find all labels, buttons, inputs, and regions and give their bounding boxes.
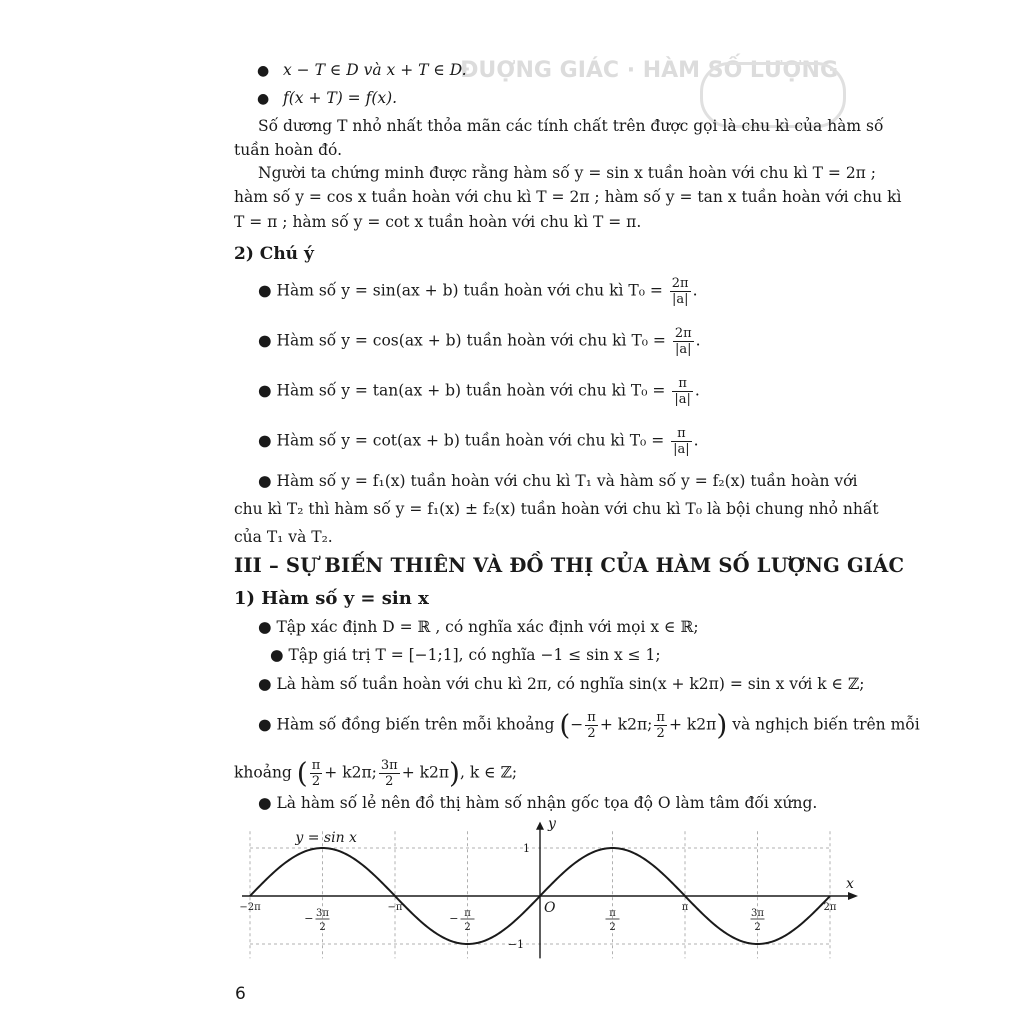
period-rule-cot <box>258 426 699 457</box>
paragraph-line: Số dương T nhỏ nhất thỏa mãn các tính chất trên được gọi là chu kì của hàm số <box>258 117 884 135</box>
bullet-dot: ● <box>258 472 277 490</box>
fraction-denominator: 2 <box>385 774 394 789</box>
rule-text: Hàm số y = tan(ax + b) tuần hoàn với chu kì T₀ = <box>276 381 666 400</box>
interval-increasing: ( <box>559 708 571 742</box>
fraction-numerator: π <box>656 710 665 725</box>
paragraph-line: của T₁ và T₂. <box>234 528 333 546</box>
interval-term: + k2π <box>401 763 450 782</box>
x-axis-label: x <box>846 876 854 892</box>
x-tick-denominator: 2 <box>754 922 761 933</box>
paragraph-text: Hàm số y = f₁(x) tuần hoàn với chu kì T₁ và hàm số y = f₂(x) tuần hoàn với <box>276 472 858 490</box>
bullet-dot: ● <box>258 431 277 450</box>
fraction <box>310 758 323 789</box>
x-tick-denominator: 2 <box>464 922 471 933</box>
fraction-numerator: π <box>672 376 693 392</box>
paragraph-line: T = π ; hàm số y = cot x tuần hoàn với chu kì T = π. <box>234 213 642 231</box>
property-text: Là hàm số tuần hoàn với chu kì 2π, có nghĩa sin(x + k2π) = sin x với k ∈ ℤ; <box>276 675 865 693</box>
fraction <box>673 326 694 357</box>
property-text: khoảng <box>234 763 292 782</box>
property-text: Tập xác định D = ℝ , có nghĩa xác định với mọi x ∈ ℝ; <box>276 618 699 636</box>
minus-sign: − <box>570 715 584 734</box>
property-odd <box>258 793 817 813</box>
y-tick-label: 1 <box>523 842 530 855</box>
x-tick-label: π <box>681 902 689 913</box>
chart-title: y = sin x <box>295 830 357 847</box>
fraction <box>670 276 691 307</box>
bullet-dot: ● <box>258 794 277 812</box>
interval-term: + k2π; <box>599 715 653 734</box>
property-text: Tập giá trị T = [−1;1], có nghĩa −1 ≤ sin x ≤ 1; <box>288 646 661 664</box>
sine-graph <box>220 818 860 963</box>
rule-text: Hàm số y = sin(ax + b) tuần hoàn với chu kì T₀ = <box>276 281 663 300</box>
condition-line-2: f(x + T) = f(x). <box>283 89 398 107</box>
paragraph-line: tuần hoàn đó. <box>234 141 342 159</box>
bullet-dot: ● <box>258 331 277 350</box>
bullet-dot: ● <box>258 715 277 734</box>
fraction <box>654 710 667 741</box>
property-monotonic-cont <box>234 758 517 789</box>
fraction <box>671 426 692 457</box>
fraction-denominator: |a| <box>671 292 689 307</box>
y-axis-label: y <box>548 818 556 832</box>
paragraph-line: hàm số y = cos x tuần hoàn với chu kì T = 2π ; hàm số y = tan x tuần hoàn với chu kì <box>234 188 902 206</box>
x-tick-label: 2π <box>823 902 837 913</box>
property-text: Là hàm số lẻ nên đồ thị hàm số nhận gốc tọa độ O làm tâm đối xứng. <box>276 794 818 812</box>
fraction <box>672 376 693 407</box>
interval-close: ) <box>449 756 460 790</box>
bullet-dot: ● <box>258 281 277 300</box>
x-tick-denominator: 2 <box>609 922 616 933</box>
condition-line-1: x − T ∈ D và x + T ∈ D. <box>283 61 467 79</box>
x-tick-numerator: π <box>609 908 616 919</box>
section-heading-chu-y: 2) Chú ý <box>234 244 314 264</box>
fraction-denominator: |a| <box>673 442 690 457</box>
fraction-numerator: 2π <box>671 276 689 291</box>
fraction-denominator: |a| <box>674 392 691 407</box>
y-tick-label: −1 <box>507 938 524 951</box>
rule-text: Hàm số y = cot(ax + b) tuần hoàn với chu kì T₀ = <box>276 431 665 450</box>
interval-term: + k2π; <box>324 763 377 782</box>
property-text: Hàm số đồng biến trên mỗi khoảng <box>276 715 555 734</box>
paragraph-line <box>258 471 857 491</box>
rule-text: Hàm số y = cos(ax + b) tuần hoàn với chu kì T₀ = <box>276 331 666 350</box>
bullet-dot: ● <box>258 675 277 693</box>
x-tick-numerator: 3π <box>316 908 329 919</box>
fraction-denominator: 2 <box>587 726 596 741</box>
property-period <box>258 674 864 694</box>
rule-end: . <box>693 431 699 450</box>
bullet-dot: ● <box>257 91 270 107</box>
period-rule-tan <box>258 376 700 407</box>
fraction-numerator: 3π <box>380 758 398 773</box>
x-tick-minus: − <box>304 912 314 925</box>
bullet-dot: ● <box>257 63 270 79</box>
labels-layer <box>239 818 854 951</box>
section-heading-iii: III – SỰ BIẾN THIÊN VÀ ĐỒ THỊ CỦA HÀM SỐ LƯỢNG GIÁC <box>234 554 905 577</box>
property-text: và nghịch biến trên mỗi <box>732 715 920 734</box>
bleed-through-heading: ĐUỢNG GIÁC · HÀM SỐ LƯỢNG <box>460 58 839 83</box>
paragraph-line: chu kì T₂ thì hàm số y = f₁(x) ± f₂(x) tuần hoàn với chu kì T₀ là bội chung nhỏ nhất <box>234 500 879 518</box>
property-monotonic <box>258 710 920 741</box>
interval-term: + k2π <box>668 715 717 734</box>
fraction-numerator: π <box>671 426 692 442</box>
origin-label: O <box>544 900 556 916</box>
bullet-dot: ● <box>258 618 277 636</box>
fraction-denominator: 2 <box>311 774 321 789</box>
bullet-dot: ● <box>270 646 289 664</box>
fraction-numerator: π <box>587 710 596 725</box>
subsection-heading-sin: 1) Hàm số y = sin x <box>234 588 429 609</box>
paragraph-line: Người ta chứng minh được rằng hàm số y = sin x tuần hoàn với chu kì T = 2π ; <box>258 164 877 182</box>
x-tick-minus: − <box>449 912 459 925</box>
fraction-numerator: π <box>311 758 321 773</box>
period-rule-sin <box>258 276 698 307</box>
rule-end: . <box>695 331 701 350</box>
rule-end: . <box>694 381 700 400</box>
interval-decreasing: ( <box>296 756 308 790</box>
x-tick-label: −2π <box>239 902 261 913</box>
fraction-denominator: 2 <box>656 726 665 741</box>
x-tick-label: −π <box>387 902 403 913</box>
x-tick-numerator: 3π <box>751 908 764 919</box>
property-range <box>270 645 661 665</box>
bullet-dot: ● <box>258 381 277 400</box>
interval-close: ) <box>716 708 728 742</box>
page-number: 6 <box>235 984 246 1004</box>
fraction-numerator: 2π <box>674 326 692 341</box>
property-domain <box>258 617 699 637</box>
x-tick-numerator: π <box>464 908 471 919</box>
y-axis-arrow <box>536 822 544 830</box>
fraction-denominator: |a| <box>675 342 692 357</box>
fraction <box>585 710 598 741</box>
property-text: , k ∈ ℤ; <box>459 763 518 782</box>
period-rule-cos <box>258 326 701 357</box>
fraction <box>379 758 400 789</box>
x-tick-denominator: 2 <box>319 922 326 933</box>
x-axis-arrow <box>848 892 858 900</box>
rule-end: . <box>692 281 698 300</box>
